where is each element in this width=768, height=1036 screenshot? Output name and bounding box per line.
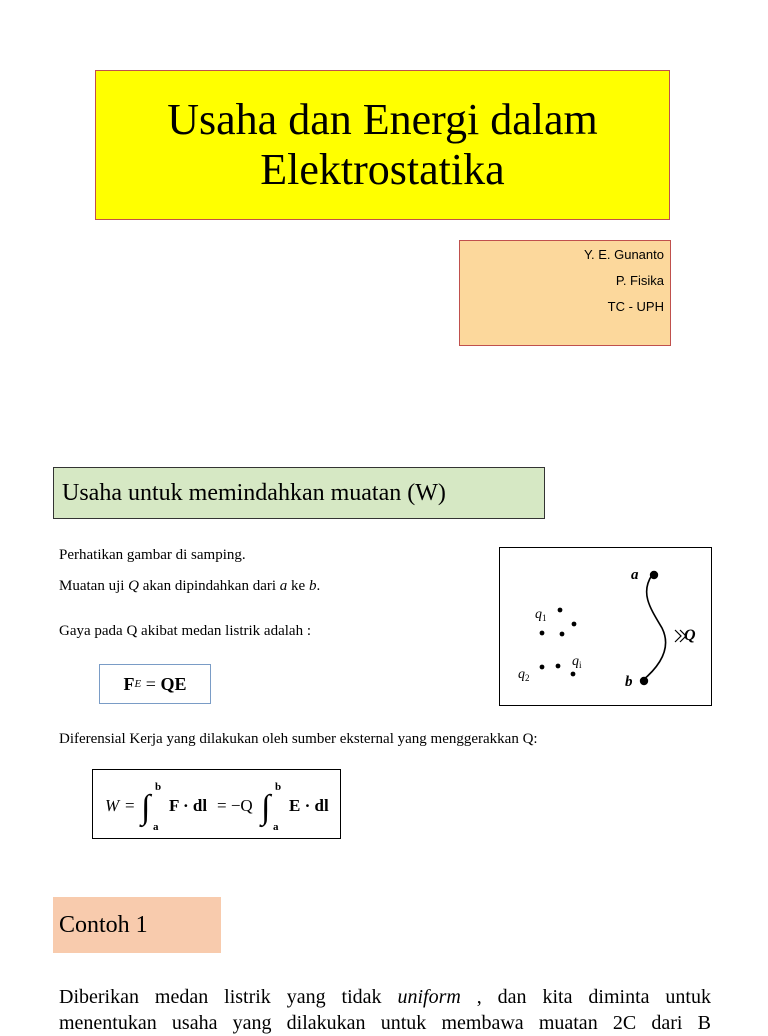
intro-line-2-mid: akan dipindahkan dari <box>139 578 280 594</box>
label-qi: $q_i$ <box>572 654 582 670</box>
intro-line-1: Perhatikan gambar di samping. <box>59 547 246 563</box>
label-q2: $q_2$ <box>518 667 530 683</box>
intro-line-2 <box>59 578 320 595</box>
title-line-1: Usaha dan Energi dalam <box>167 95 598 144</box>
label-q1: $q_1$ <box>535 607 547 623</box>
upper-limit-2: b <box>275 781 282 793</box>
lower-limit-2: a <box>273 821 279 833</box>
equals-1: = <box>125 796 135 815</box>
equals-sign: = <box>141 673 161 694</box>
section-heading-box <box>53 467 545 519</box>
work-equation-svg <box>93 770 340 838</box>
force-equation <box>99 664 211 704</box>
author-box <box>459 240 671 346</box>
section-heading: Usaha untuk memindahkan muatan (W) <box>62 479 446 506</box>
intro-line-2-text: Muatan uji <box>59 578 129 594</box>
word-uniform: uniform <box>397 986 461 1008</box>
symbol-w: W <box>105 796 120 815</box>
example-heading: Contoh 1 <box>59 911 148 938</box>
integral-sign-2: ∫ <box>261 789 271 826</box>
author-name: Y. E. Gunanto <box>584 247 664 262</box>
example-line-2: menentukan usaha yang dilakukan untuk membawa muatan 2C dari B <box>59 1012 711 1034</box>
label-Q: Q <box>684 627 696 644</box>
symbol-b: b <box>308 578 317 594</box>
slide-title <box>167 95 597 195</box>
charge-diagram-svg <box>500 548 711 705</box>
lower-limit-1: a <box>153 821 159 833</box>
intro-line-2-ke: ke <box>287 578 309 594</box>
work-description: Diferensial Kerja yang dilakukan oleh sumber eksternal yang menggerakkan Q: <box>59 731 538 747</box>
example-heading-box <box>53 897 221 953</box>
force-symbol: F <box>123 673 135 694</box>
force-subscript: E <box>134 678 142 690</box>
point-a <box>650 571 658 579</box>
f-dot-dl: F · dl <box>169 796 208 815</box>
symbol-a: a <box>279 578 288 594</box>
intro-line-2-end: . <box>316 578 321 594</box>
symbol-q: Q <box>128 578 139 594</box>
title-line-2: Elektrostatika <box>260 145 505 194</box>
label-b: b <box>625 674 633 690</box>
upper-limit-1: b <box>155 781 162 793</box>
direction-arrow-1 <box>675 630 681 642</box>
example-line-1: Diberikan medan listrik yang tidak uniform , dan kita diminta untuk <box>59 986 711 1008</box>
title-box <box>95 70 670 220</box>
equals-minus-q: = −Q <box>217 796 253 815</box>
integral-sign-1: ∫ <box>141 789 151 826</box>
force-rhs: QE <box>160 673 187 694</box>
author-institution: TC - UPH <box>607 299 664 314</box>
charge-diagram <box>499 547 712 706</box>
point-b <box>640 677 648 685</box>
e-dot-dl: E · dl <box>289 796 329 815</box>
example-body <box>59 984 711 1036</box>
label-a: a <box>631 567 639 583</box>
author-dept: P. Fisika <box>615 273 664 288</box>
path-curve <box>642 575 666 681</box>
force-description: Gaya pada Q akibat medan listrik adalah : <box>59 623 311 639</box>
work-equation <box>92 769 341 839</box>
